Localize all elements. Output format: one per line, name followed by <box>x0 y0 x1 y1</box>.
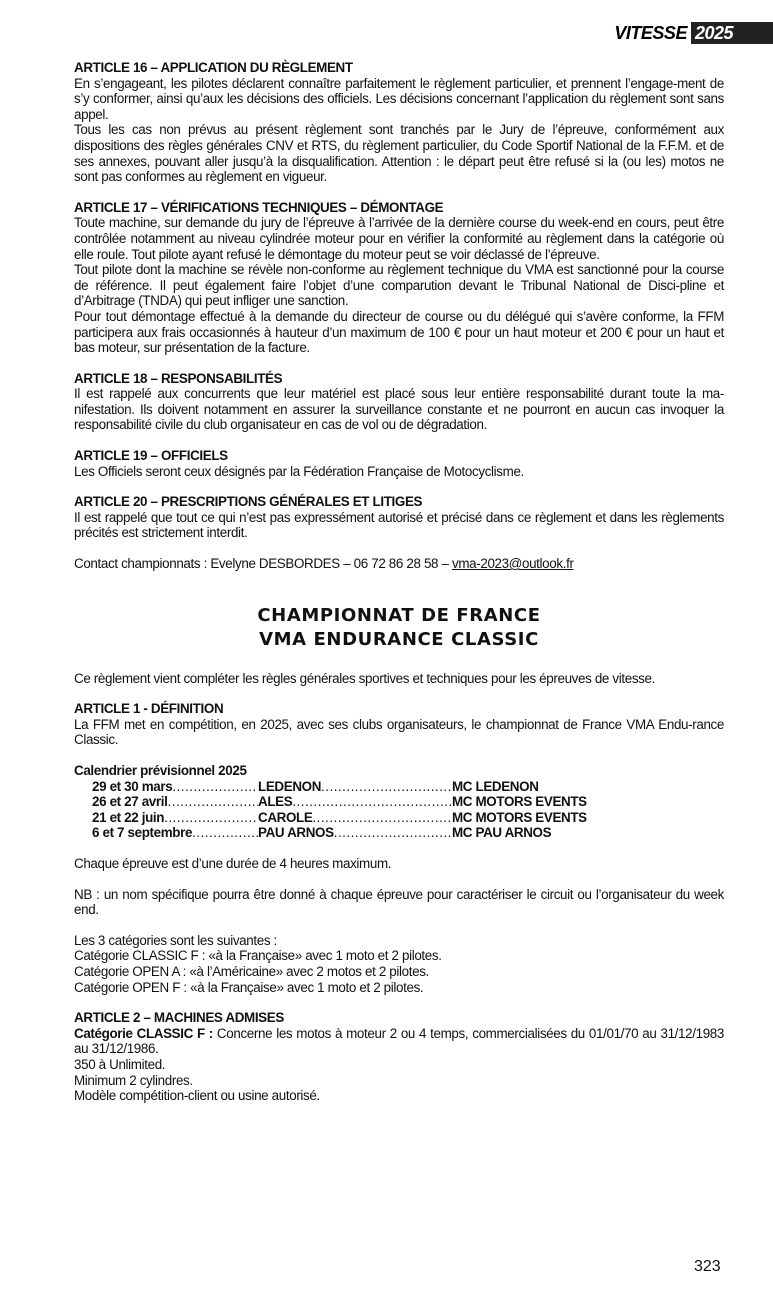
category-lead: Catégorie CLASSIC F : <box>74 1025 213 1041</box>
calendar-circuit: PAU ARNOS <box>258 825 334 841</box>
section-label: VITESSE <box>614 23 687 43</box>
calendar-row <box>74 810 724 826</box>
duration-note: Chaque épreuve est d’une durée de 4 heures maximum. <box>74 855 392 871</box>
nb-note: NB : un nom spécifique pourra être donné à chaque épreuve pour caractériser le circuit ou l’organisateur du week end. <box>74 886 724 918</box>
calendar <box>74 763 724 841</box>
article-paragraph: Pour tout démontage effectué à la demande du directeur de course ou du délégué qui s’avère conforme, la FFM participera aux frais occasionnés à hauteur d’un maximum de 100 € pour un haut moteur et 200 € pour un haut et bas moteur, sur présentation de la facture. <box>74 308 724 356</box>
article-title: ARTICLE 1 - DÉFINITION <box>74 701 224 717</box>
article-1 <box>74 701 724 748</box>
calendar-date: 29 et 30 mars <box>92 778 173 794</box>
calendar-club: MC LEDENON <box>452 778 539 794</box>
calendar-title: Calendrier prévisionnel 2025 <box>74 763 247 778</box>
article-20 <box>74 494 724 541</box>
document-body <box>74 60 724 1119</box>
article-paragraph: Les Officiels seront ceux désignés par la Fédération Française de Motocyclisme. <box>74 463 524 479</box>
article-title: ARTICLE 16 – APPLICATION DU RÈGLEMENT <box>74 60 353 75</box>
article-paragraph: Il est rappelé que tout ce qui n’est pas expressément autorisé et précisé dans ce règlement et dans les règlements précités est strictement interdit. <box>74 509 724 541</box>
article-line: Minimum 2 cylindres. <box>74 1072 193 1088</box>
year-label: 2025 <box>691 22 773 44</box>
section-header-tag <box>614 22 773 44</box>
article-paragraph: Tout pilote dont la machine se révèle non-conforme au règlement technique du VMA est sanctionné pour la course de référence. Il peut également faire l’objet d’une comparution devant le Tribunal National de Disci-pline et d’Arbitrage (TNDA) qui peut infliger une sanction. <box>74 262 724 309</box>
contact-text: Contact championnats : Evelyne DESBORDES – 06 72 86 28 58 – <box>74 556 452 572</box>
calendar-date: 26 et 27 avril <box>92 794 168 810</box>
article-paragraph: Toute machine, sur demande du jury de l’épreuve à l’arrivée de la dernière course du week-end en cours, peut être contrôlée notamment au niveau cylindrée moteur pour en vérifier la conformité au règlement dans la catégorie où elle roule. Tout pilote ayant refusé le démontage du moteur peut se voir déclassé de l’épreuve. <box>74 215 724 262</box>
article-paragraph: Tous les cas non prévus au présent règlement sont tranchés par le Jury de l’épreuve, conformément aux dispositions des règles générales CNV et RTS, du règlement particulier, du Code Sportif National de la F.F.M. et de ses annexes, pouvant aller jusqu’à la disqualification. Attention : le départ peut être refusé si la (ou les) motos ne sont pas conformes au règlement en vigueur. <box>74 122 724 185</box>
calendar-circuit: CAROLE <box>258 809 313 825</box>
category-item: Catégorie CLASSIC F : «à la Française» avec 1 moto et 2 pilotes. <box>74 948 442 964</box>
article-17 <box>74 200 724 356</box>
categories-intro: Les 3 catégories sont les suivantes : <box>74 932 277 948</box>
contact-email-link[interactable]: vma-2023@outlook.fr <box>451 556 574 572</box>
categories-list <box>74 933 724 995</box>
contact-line <box>74 556 724 572</box>
calendar-row <box>74 794 724 810</box>
calendar-row <box>74 779 724 795</box>
article-18 <box>74 371 724 433</box>
calendar-club: MC MOTORS EVENTS <box>452 794 587 810</box>
article-19 <box>74 448 724 479</box>
page-number: 323 <box>694 1258 721 1275</box>
category-item: Catégorie OPEN A : «à l’Américaine» avec 2 motos et 2 pilotes. <box>74 963 429 979</box>
category-item: Catégorie OPEN F : «à la Française» avec 1 moto et 2 pilotes. <box>74 979 424 995</box>
article-paragraph: En s’engageant, les pilotes déclarent connaître parfaitement le règlement particulier, et prennent l’engage-ment de s’y conformer, ainsi qu’aux les décisions des officiels. Les décisions concernant l’application du règlement sont sans appel. <box>74 75 724 122</box>
championship-title-line-2: VMA ENDURANCE CLASSIC <box>259 628 539 650</box>
championship-intro: Ce règlement vient compléter les règles générales sportives et techniques pour les épreuves de vitesse. <box>74 670 655 686</box>
article-title: ARTICLE 20 – PRESCRIPTIONS GÉNÉRALES ET LITIGES <box>74 494 423 510</box>
championship-title-line-1: CHAMPIONNAT DE FRANCE <box>257 604 541 626</box>
article-2 <box>74 1010 724 1104</box>
article-title: ARTICLE 2 – MACHINES ADMISES <box>74 1010 284 1026</box>
calendar-date: 21 et 22 juin <box>92 809 165 825</box>
calendar-club: MC PAU ARNOS <box>452 825 552 841</box>
article-16 <box>74 60 724 185</box>
category-lead-text: Concerne les motos à moteur 2 ou 4 temps, commercialisées du 01/01/70 au 31/12/1983 au 31/12/1986. <box>74 1025 724 1057</box>
calendar-club: MC MOTORS EVENTS <box>452 809 587 825</box>
article-paragraph <box>74 1026 724 1057</box>
championship-title <box>74 604 724 652</box>
article-line: Modèle compétition-client ou usine autorisé. <box>74 1088 320 1104</box>
calendar-date: 6 et 7 septembre <box>92 825 193 841</box>
article-paragraph: La FFM met en compétition, en 2025, avec ses clubs organisateurs, le championnat de France VMA Endu-rance Classic. <box>74 716 724 748</box>
article-title: ARTICLE 17 – VÉRIFICATIONS TECHNIQUES – DÉMONTAGE <box>74 199 444 215</box>
calendar-row <box>74 825 724 841</box>
article-title: ARTICLE 19 – OFFICIELS <box>74 448 228 464</box>
article-line: 350 à Unlimited. <box>74 1056 166 1072</box>
article-paragraph: Il est rappelé aux concurrents que leur matériel est placé sous leur entière responsabilité durant toute la ma-nifestation. Ils doivent notamment en assurer la surveillance constante et ne pourront en aucun cas invoquer la responsabilité civile du club organisateur en cas de vol ou de dégradation. <box>74 386 724 433</box>
calendar-circuit: LEDENON <box>258 778 322 794</box>
article-title: ARTICLE 18 – RESPONSABILITÉS <box>74 370 283 386</box>
calendar-circuit: ALES <box>258 794 293 810</box>
